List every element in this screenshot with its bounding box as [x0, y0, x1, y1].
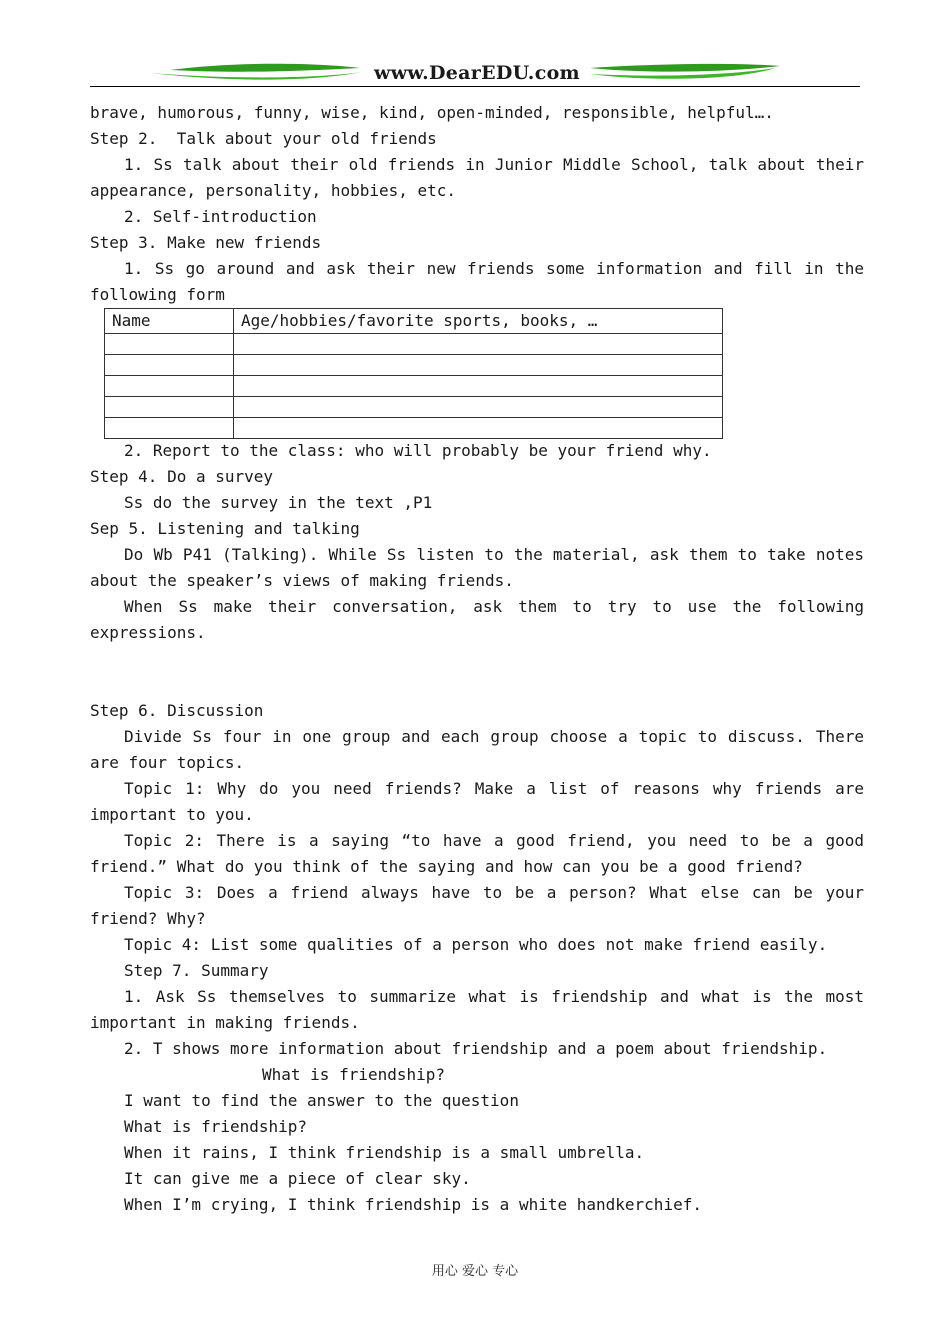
text-line: following form [90, 285, 225, 304]
text-line: friend? Why? [90, 909, 206, 928]
table-row [105, 418, 723, 439]
info-form-table [104, 308, 723, 439]
text-line: 1. Ss talk about their old friends in Junior Middle School, talk about their [124, 155, 864, 174]
table-row [105, 355, 723, 376]
header-divider [90, 86, 860, 87]
table-cell[interactable] [234, 418, 723, 439]
topic-line: Topic 4: List some qualities of a person who does not make friend easily. [124, 935, 828, 954]
text-line: brave, humorous, funny, wise, kind, open-minded, responsible, helpful…. [90, 103, 774, 122]
text-line: 2. Self-introduction [124, 207, 317, 226]
site-header [90, 58, 860, 90]
column-header-name: Name [105, 309, 234, 334]
step-heading: Sep 5. Listening and talking [90, 519, 360, 538]
table-row [105, 397, 723, 418]
site-logo[interactable]: www.DearEDU.com [374, 62, 580, 84]
text-line: important to you. [90, 805, 254, 824]
table-row [105, 334, 723, 355]
poem-line: What is friendship? [124, 1117, 308, 1136]
text-line: about the speaker’s views of making friends. [90, 571, 514, 590]
poem-line: I want to find the answer to the question [124, 1091, 519, 1110]
table-cell[interactable] [234, 334, 723, 355]
text-line: important in making friends. [90, 1013, 360, 1032]
text-line: 1. Ask Ss themselves to summarize what is friendship and what is the most [124, 987, 864, 1006]
table-cell[interactable] [105, 376, 234, 397]
table-cell[interactable] [105, 418, 234, 439]
text-line: When Ss make their conversation, ask them to try to use the following [124, 597, 864, 616]
step-heading: Step 3. Make new friends [90, 233, 322, 252]
step-heading: Step 2. Talk about your old friends [90, 129, 437, 148]
table-cell[interactable] [105, 355, 234, 376]
text-line: appearance, personality, hobbies, etc. [90, 181, 457, 200]
text-line: 1. Ss go around and ask their new friends some information and fill in the [124, 259, 864, 278]
text-line: Do Wb P41 (Talking). While Ss listen to the material, ask them to take notes [124, 545, 864, 564]
poem-title: What is friendship? [262, 1065, 446, 1084]
poem-line: When I’m crying, I think friendship is a white handkerchief. [124, 1195, 702, 1214]
text-line: expressions. [90, 623, 206, 642]
step-heading: Step 7. Summary [124, 961, 269, 980]
poem-line: When it rains, I think friendship is a small umbrella. [124, 1143, 645, 1162]
table-cell[interactable] [105, 397, 234, 418]
expressions-row [90, 672, 864, 698]
table-cell[interactable] [234, 376, 723, 397]
topic-line: Topic 3: Does a friend always have to be a person? What else can be your [124, 883, 864, 902]
table-cell[interactable] [234, 355, 723, 376]
text-line: 2. Report to the class: who will probably be your friend why. [124, 441, 712, 460]
poem-line: It can give me a piece of clear sky. [124, 1169, 471, 1188]
topic-line: Topic 2: There is a saying “to have a good friend, you need to be a good [124, 831, 864, 850]
page-footer: 用心 爱心 专心 [431, 1264, 519, 1279]
text-line: Divide Ss four in one group and each group choose a topic to discuss. There [124, 727, 864, 746]
table-header-row [105, 309, 723, 334]
expressions-row [90, 646, 864, 672]
table-cell[interactable] [105, 334, 234, 355]
text-line: 2. T shows more information about friendship and a poem about friendship. [124, 1039, 828, 1058]
table-cell[interactable] [234, 397, 723, 418]
step-heading: Step 4. Do a survey [90, 467, 274, 486]
text-line: friend.” What do you think of the saying and how can you be a good friend? [90, 857, 803, 876]
text-line: are four topics. [90, 753, 245, 772]
document-body [90, 100, 864, 1218]
topic-line: Topic 1: Why do you need friends? Make a list of reasons why friends are [124, 779, 864, 798]
table-row [105, 376, 723, 397]
column-header-details: Age/hobbies/favorite sports, books, … [234, 309, 723, 334]
step-heading: Step 6. Discussion [90, 701, 264, 720]
text-line: Ss do the survey in the text ,P1 [124, 493, 433, 512]
info-form-wrapper [90, 308, 864, 438]
